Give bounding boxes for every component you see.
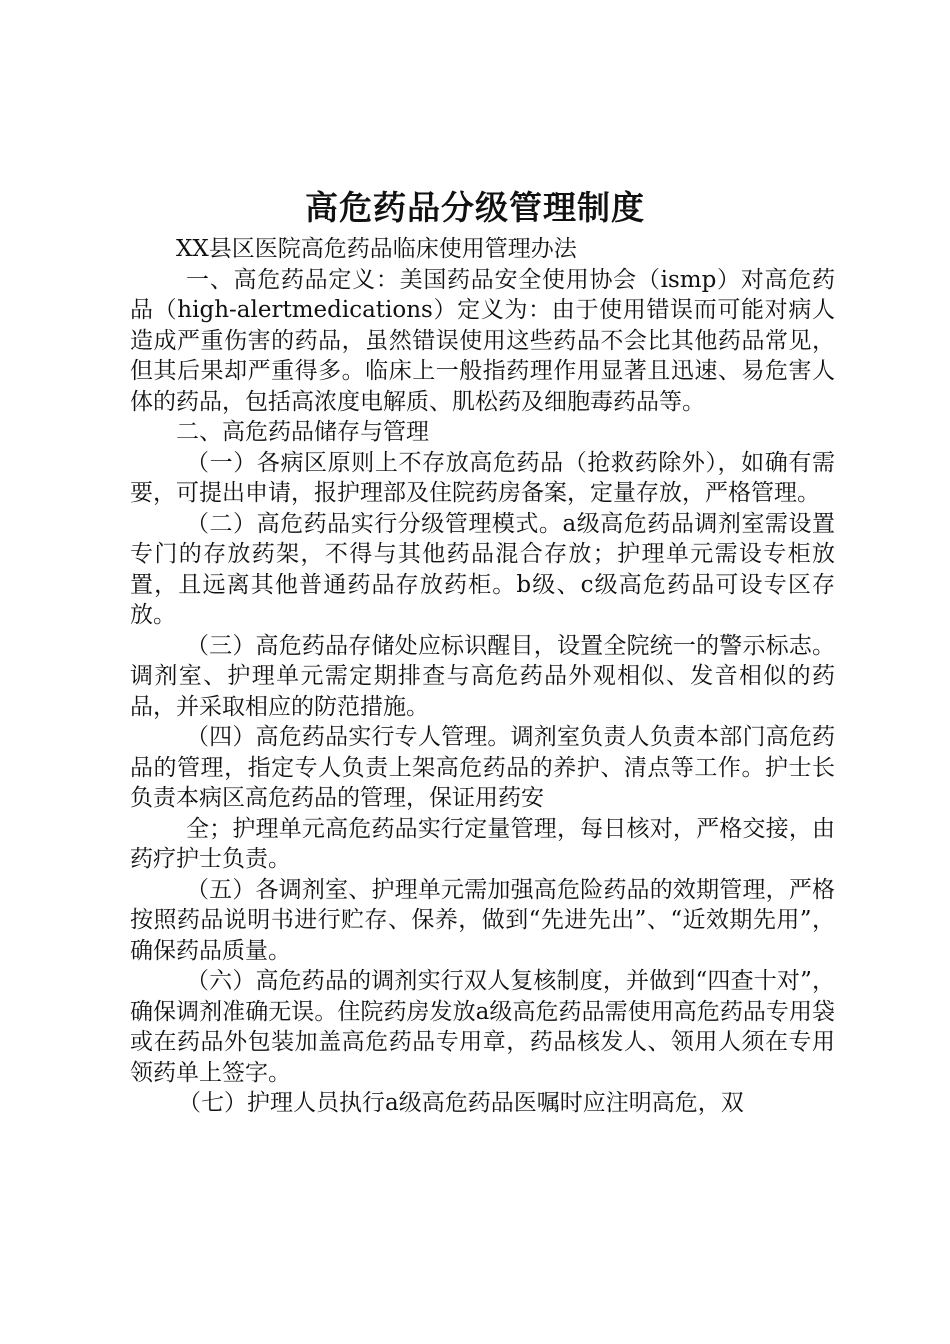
paragraph-item-4-continued: 全；护理单元高危药品实行定量管理，每日核对，严格交接，由药疗护士负责。 [130,815,835,872]
paragraph-subtitle: XX县区医院高危药品临床使用管理办法 [176,236,577,262]
paragraph-item-7: （七）护理人员执行a级高危药品医嘱时应注明高危，双 [178,1090,744,1116]
document-body [130,234,835,1119]
paragraph-definition: 一、高危药品定义：美国药品安全使用协会（ismp）对高危药品（high-alertmedications）定义为：由于使用错误而可能对病人造成严重伤害的药品，虽然错误使用这些药品不会比其他药品常见，但其后果却严重得多。临床上一般指药理作用显著且迅速、易危害人体的药品，包括高浓度电解质、肌松药及细胞毒药品等。 [130,266,835,415]
paragraph-item-6: （六）高危药品的调剂实行双人复核制度，并做到“四查十对”，确保调剂准确无误。住院药房发放a级高危药品需使用高危药品专用袋或在药品外包装加盖高危药品专用章，药品核发人、领用人须在专用领药单上签字。 [130,968,835,1086]
paragraph-item-5: （五）各调剂室、护理单元需加强高危险药品的效期管理，严格按照药品说明书进行贮存、保养，做到“先进先出”、“近效期先用”，确保药品质量。 [130,876,835,964]
paragraph-item-4: （四）高危药品实行专人管理。调剂室负责人负责本部门高危药品的管理，指定专人负责上架高危药品的养护、清点等工作。护士长负责本病区高危药品的管理，保证用药安 [130,724,835,811]
paragraph-section-heading: 二、高危药品储存与管理 [176,419,429,445]
paragraph-item-2: （二）高危药品实行分级管理模式。a级高危药品调剂室需设置专门的存放药架，不得与其他药品混合存放；护理单元需设专柜放置，且远离其他普通药品存放药柜。b级、c级高危药品可设专区存放。 [130,510,835,628]
paragraph-item-1: （一）各病区原则上不存放高危药品（抢救药除外），如确有需要，可提出申请，报护理部及住院药房备案，定量存放，严格管理。 [130,449,835,506]
paragraph-item-3: （三）高危药品存储处应标识醒目，设置全院统一的警示标志。调剂室、护理单元需定期排查与高危药品外观相似、发音相似的药品，并采取相应的防范措施。 [130,632,835,720]
document-title: 高危药品分级管理制度 [305,188,645,227]
